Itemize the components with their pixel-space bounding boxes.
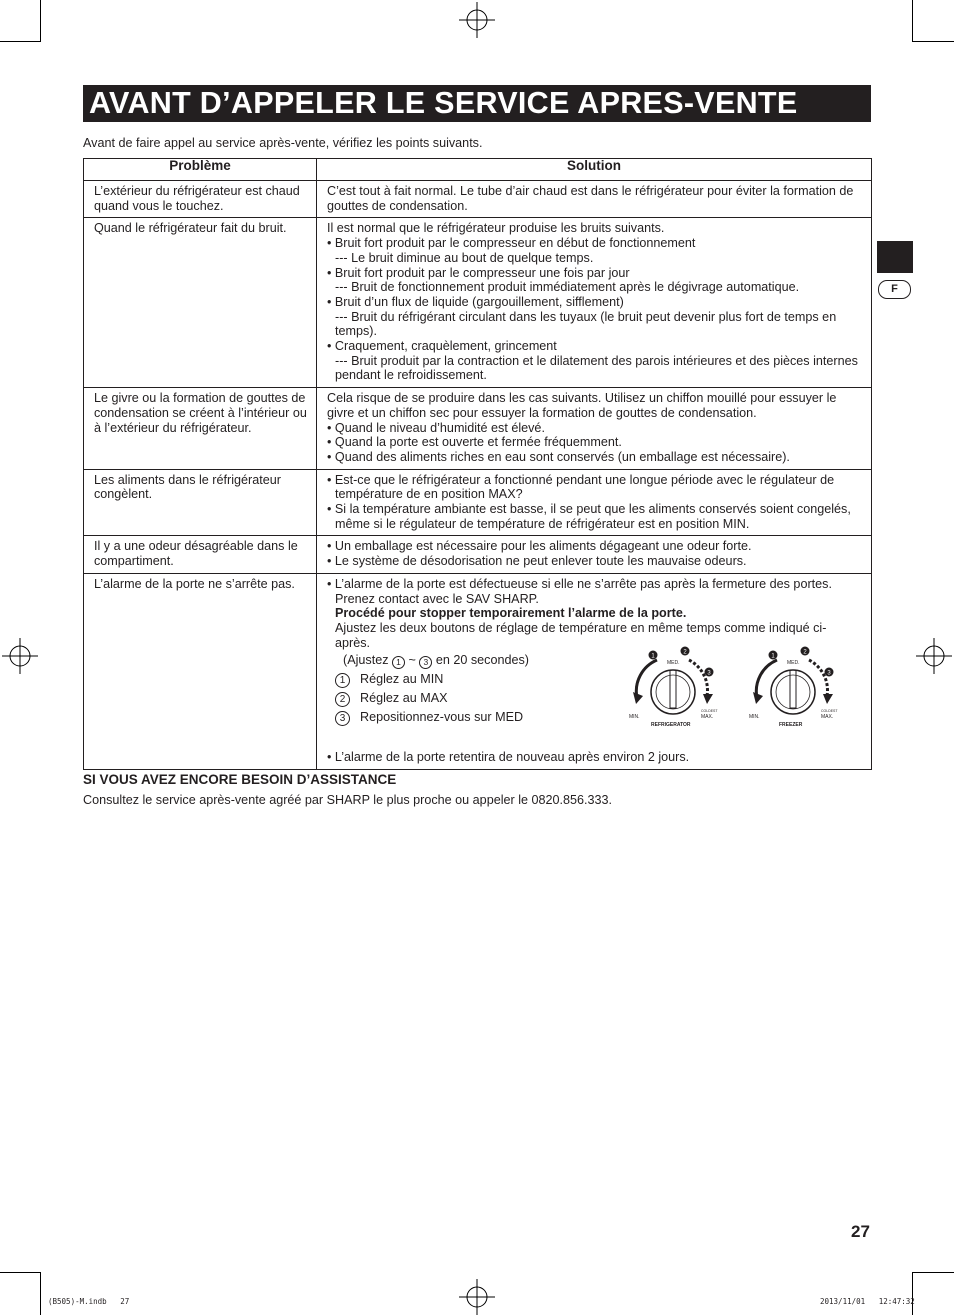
dial-med-label: MED. — [667, 659, 680, 666]
step-text: Repositionnez-vous sur MED — [360, 710, 524, 725]
step-item — [335, 710, 523, 725]
solution-line: • Si la température ambiante est basse, il se peut que les aliments conservés soient congelés, même si le régulateur de température de réfrigérateur est en position MIN. — [327, 502, 851, 531]
step-number: 1 — [651, 653, 655, 660]
footer-file-info: (B505)-M.indb 27 — [48, 1297, 130, 1306]
solution-line: • Bruit fort produit par le compresseur en début de fonctionnement — [327, 236, 696, 251]
language-badge: F — [878, 280, 911, 299]
step-number: 2 — [683, 649, 687, 656]
solution-line: Cela risque de se produire dans les cas suivants. Utilisez un chiffon mouillé pour essuyer le givre et un chiffon sec pour essuyer la formation de gouttes de condensation. — [327, 391, 837, 420]
troubleshooting-table — [83, 158, 872, 770]
adjust-instruction — [343, 653, 529, 669]
table-row — [84, 573, 872, 769]
assistance-heading: SI VOUS AVEZ ENCORE BESOIN D’ASSISTANCE — [83, 772, 397, 787]
solution-cell — [317, 469, 872, 536]
step-number: 1 — [392, 656, 405, 669]
step-text: Réglez au MAX — [360, 691, 448, 706]
crop-mark — [40, 1272, 41, 1315]
column-header-problem: Problème — [84, 159, 317, 181]
column-header-solution: Solution — [317, 159, 872, 181]
solution-cell — [317, 218, 872, 388]
footer-timestamp: 2013/11/01 12:47:32 — [820, 1297, 915, 1306]
dial-min-label: MIN. — [629, 713, 640, 720]
language-tab — [877, 241, 913, 273]
crop-mark — [912, 0, 913, 42]
solution-line: --- Le bruit diminue au bout de quelque temps. — [335, 250, 594, 265]
solution-line: • Est-ce que le réfrigérateur a fonctionné pendant une longue période avec le régulateur de température de en position MAX? — [327, 472, 835, 502]
solution-cell — [317, 388, 872, 470]
step-number: 3 — [335, 711, 350, 726]
step-number: 3 — [827, 670, 831, 677]
table-header-row — [84, 159, 872, 181]
solution-line: Il est normal que le réfrigérateur produise les bruits suivants. — [327, 221, 665, 236]
dial-name-label: REFRIGERATOR — [651, 721, 691, 728]
dial-med-label: MED. — [787, 659, 800, 666]
solution-line: • L’alarme de la porte retentira de nouveau après environ 2 jours. — [327, 750, 690, 765]
solution-line: • Quand des aliments riches en eau sont conservés (un emballage est nécessaire). — [327, 449, 790, 464]
solution-line: • Un emballage est nécessaire pour les aliments dégageant une odeur forte. — [327, 539, 752, 554]
table-row — [84, 536, 872, 573]
adjust-sep: ~ — [408, 653, 416, 668]
registration-mark-icon — [2, 638, 38, 674]
dial-min-label: MIN. — [749, 713, 760, 720]
table-row — [84, 388, 872, 470]
dial-max-label: MAX. — [701, 713, 714, 720]
solution-cell — [317, 573, 872, 769]
solution-line: • L’alarme de la porte est défectueuse si elle ne s’arrête pas après la fermeture des portes. Prenez contact avec le SAV SHARP. — [327, 576, 832, 606]
adjust-suffix: en 20 secondes) — [435, 653, 529, 668]
problem-cell: Le givre ou la formation de gouttes de condensation se créent à l’intérieur ou à l’extérieur du réfrigérateur. — [84, 388, 317, 470]
page-title-bar — [83, 85, 871, 122]
solution-cell — [317, 536, 872, 573]
crop-mark — [0, 41, 41, 42]
table-row — [84, 218, 872, 388]
page-number: 27 — [851, 1222, 870, 1241]
freezer-dial-diagram — [747, 646, 841, 728]
crop-mark — [40, 0, 41, 42]
problem-cell: L’alarme de la porte ne s’arrête pas. — [84, 573, 317, 769]
solution-line: --- Bruit du réfrigérant circulant dans les tuyaux (le bruit peut devenir plus fort de temps en temps). — [335, 309, 837, 339]
solution-line: --- Bruit de fonctionnement produit immédiatement après le dégivrage automatique. — [335, 280, 800, 295]
adjust-prefix: (Ajustez — [343, 653, 389, 668]
solution-line: • Craquement, craquèlement, grincement — [327, 339, 557, 354]
step-item — [335, 691, 448, 706]
step-number: 2 — [803, 649, 807, 656]
step-number: 1 — [771, 653, 775, 660]
problem-cell: Quand le réfrigérateur fait du bruit. — [84, 218, 317, 388]
solution-line: --- Bruit produit par la contraction et le dilatement des parois intérieures et des pièces internes pendant le refroidissement. — [335, 353, 858, 383]
solution-line: • Bruit fort produit par le compresseur une fois par jour — [327, 265, 630, 280]
dial-coldest-label: COLDEST — [821, 708, 838, 713]
step-item — [335, 672, 443, 687]
registration-mark-icon — [459, 1279, 495, 1315]
crop-mark — [912, 1272, 913, 1315]
solution-line: • Quand le niveau d’humidité est élevé. — [327, 420, 545, 435]
crop-mark — [912, 41, 954, 42]
crop-mark — [0, 1272, 41, 1273]
step-number: 3 — [707, 670, 711, 677]
solution-line: C’est tout à fait normal. Le tube d’air chaud est dans le réfrigérateur pour éviter la formation de gouttes de condensation. — [327, 184, 854, 213]
crop-mark — [912, 1272, 954, 1273]
table-row — [84, 181, 872, 218]
solution-bold-line: Procédé pour stopper temporairement l’alarme de la porte. — [335, 606, 687, 621]
step-number: 3 — [419, 656, 432, 669]
page-title: AVANT D’APPELER LE SERVICE APRES-VENTE — [89, 86, 798, 120]
problem-cell: L’extérieur du réfrigérateur est chaud quand vous le touchez. — [84, 181, 317, 218]
refrigerator-dial-diagram — [627, 646, 721, 728]
assistance-text: Consultez le service après-vente agréé par SHARP le plus proche ou appeler le 0820.856.333. — [83, 793, 613, 807]
solution-cell — [317, 181, 872, 218]
registration-mark-icon — [459, 2, 495, 38]
solution-line: Ajustez les deux boutons de réglage de température en même temps comme indiqué ci-après. — [335, 620, 827, 650]
dial-max-label: MAX. — [821, 713, 834, 720]
solution-line: • Quand la porte est ouverte et fermée fréquemment. — [327, 435, 622, 450]
dial-coldest-label: COLDEST — [701, 708, 718, 713]
problem-cell: Les aliments dans le réfrigérateur congèlent. — [84, 469, 317, 536]
step-number: 2 — [335, 692, 350, 707]
registration-mark-icon — [916, 638, 952, 674]
solution-line: • Le système de désodorisation ne peut enlever toute les mauvaise odeurs. — [327, 554, 747, 569]
problem-cell: Il y a une odeur désagréable dans le compartiment. — [84, 536, 317, 573]
table-row — [84, 469, 872, 536]
step-number: 1 — [335, 673, 350, 688]
dial-name-label: FREEZER — [779, 721, 803, 728]
step-text: Réglez au MIN — [360, 672, 444, 687]
intro-text: Avant de faire appel au service après-vente, vérifiez les points suivants. — [83, 136, 483, 150]
solution-line: • Bruit d’un flux de liquide (gargouillement, sifflement) — [327, 294, 624, 309]
